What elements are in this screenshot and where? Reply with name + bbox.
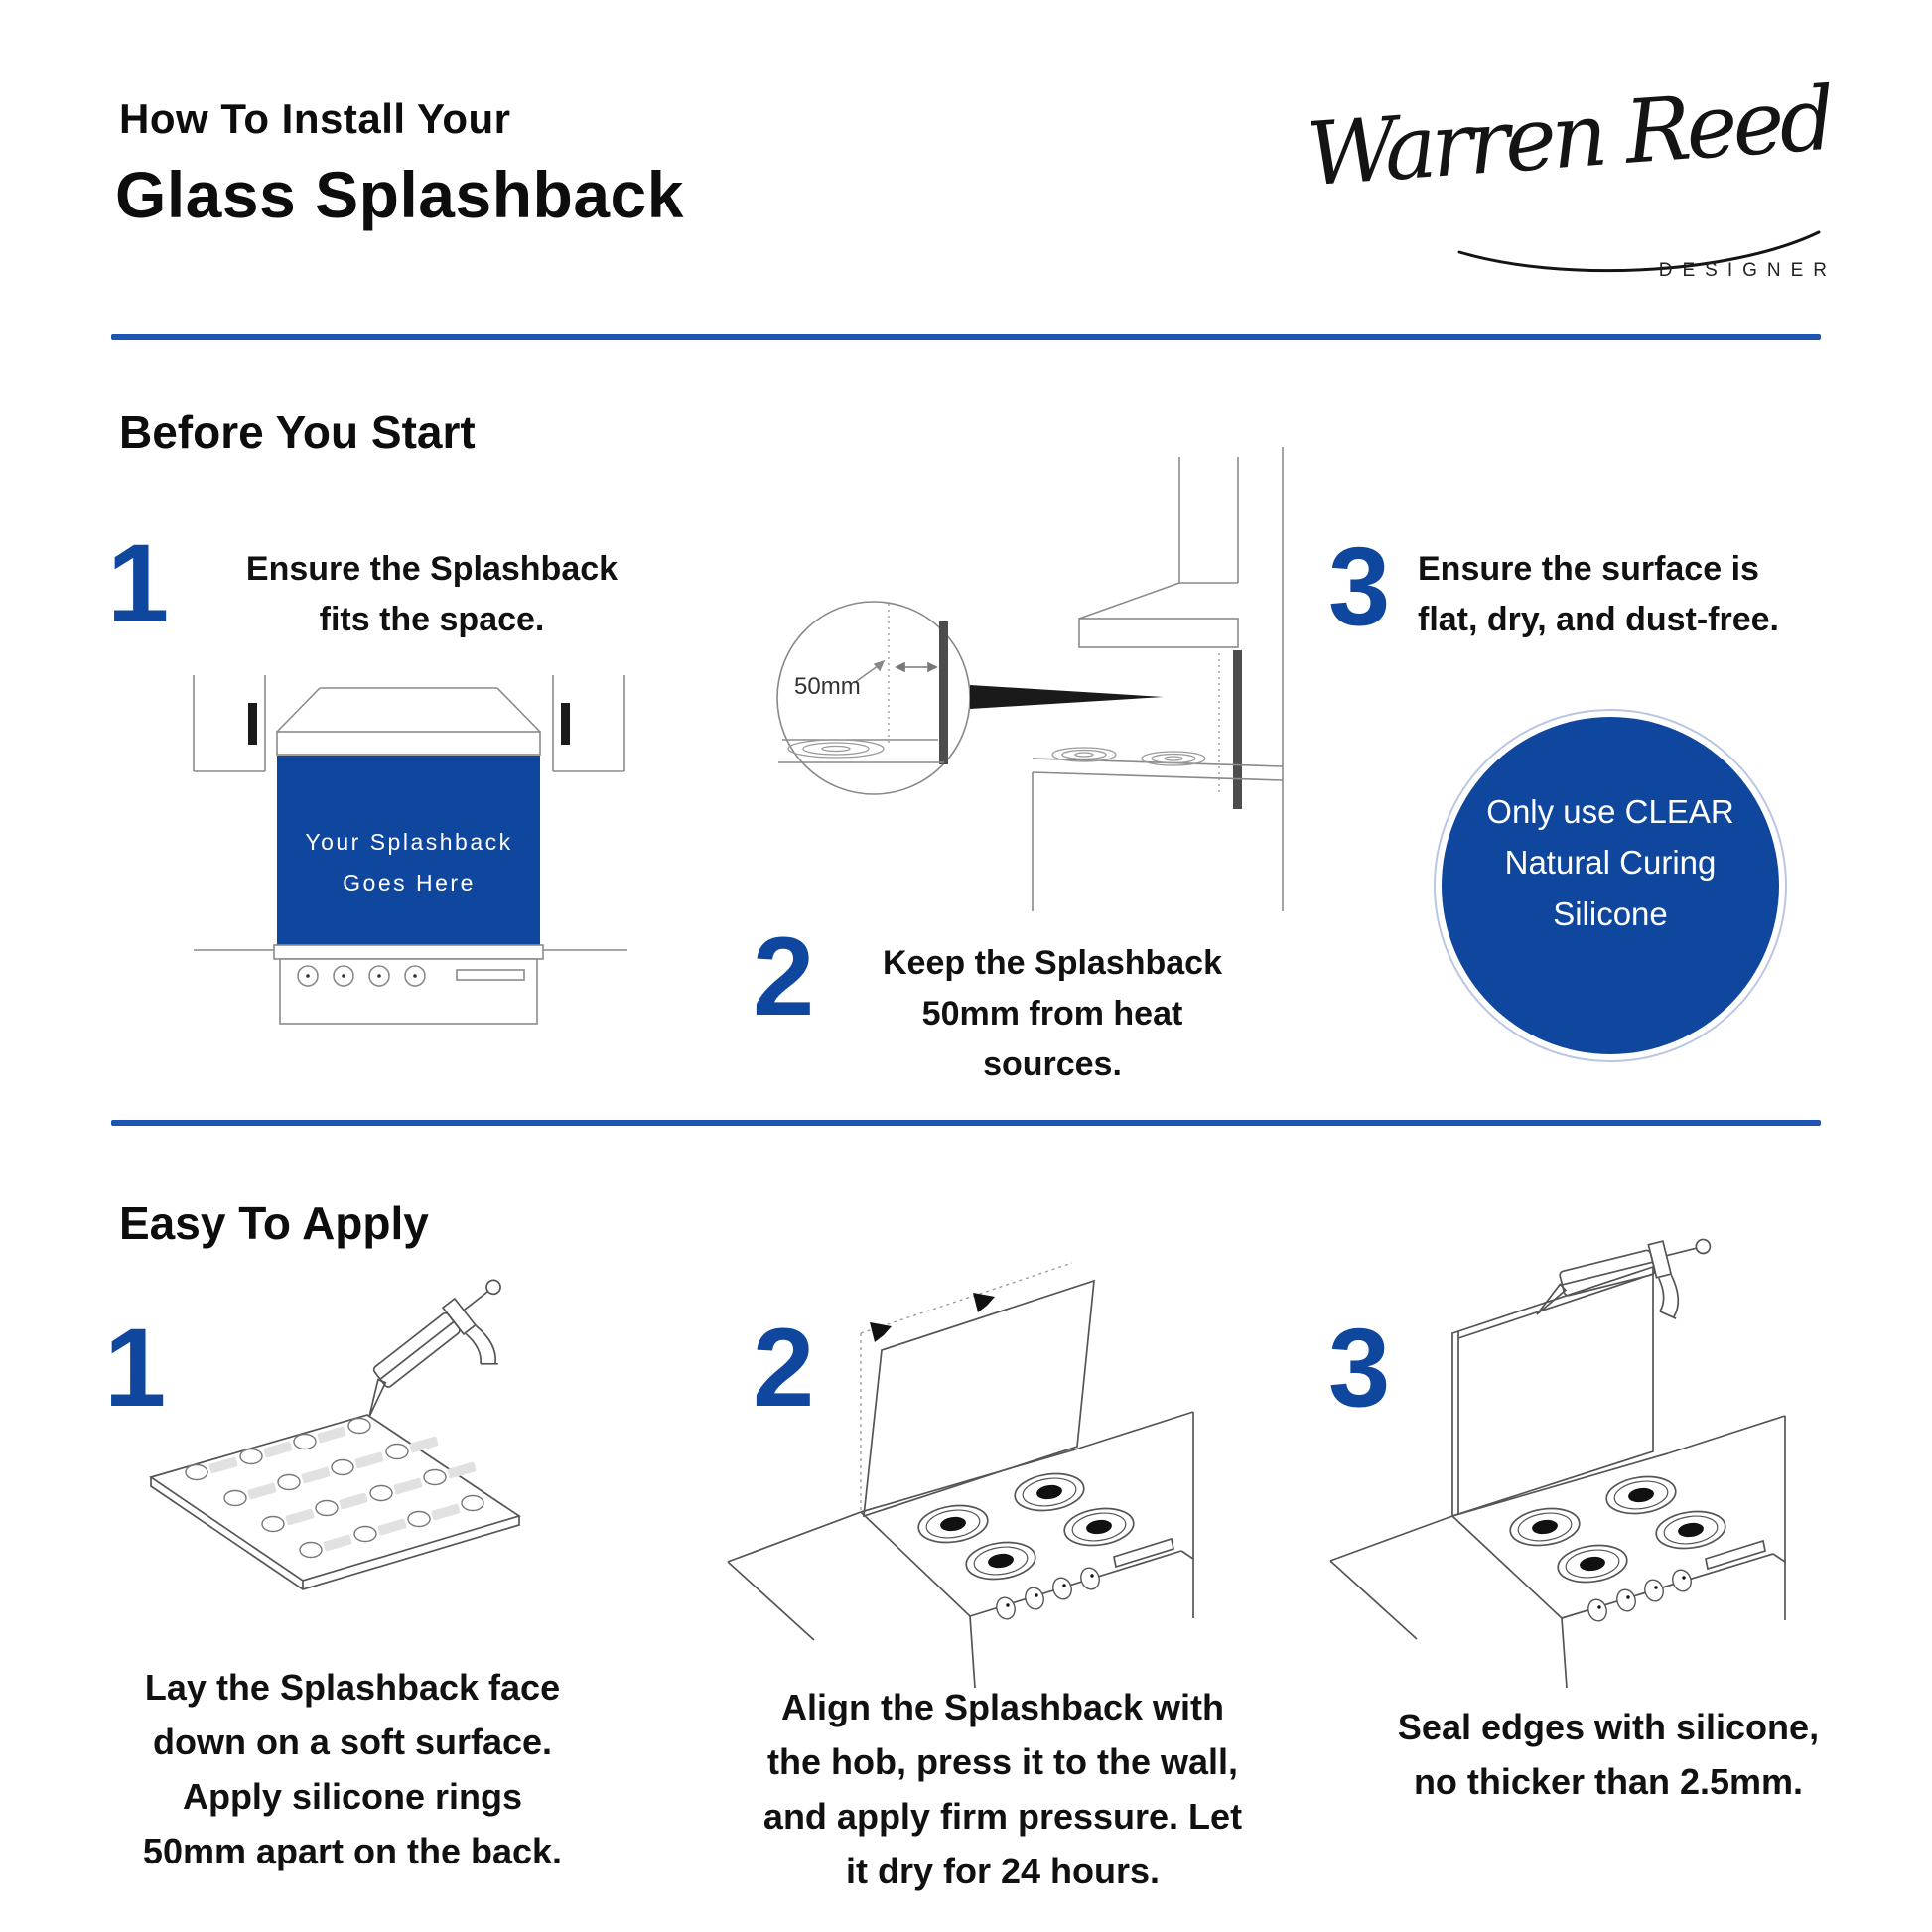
before-step3-text [1418, 544, 1904, 645]
splashback-panel-flat [151, 1415, 519, 1589]
page-title: Glass Splashback [115, 158, 684, 231]
note-line: Natural Curing [1504, 844, 1717, 882]
page-title-intro: How To Install Your [119, 95, 511, 142]
callout-wedge [970, 685, 1164, 709]
side-view-hood [1079, 457, 1238, 647]
cooker-hood [277, 688, 540, 755]
caption-line: Apply silicone rings [182, 1776, 523, 1818]
left-cabinet [194, 675, 265, 771]
brand-logo [1301, 67, 1837, 294]
cabinet-handle [248, 703, 257, 745]
apply-step1-caption [84, 1660, 621, 1878]
press-arrow-icon [973, 1293, 995, 1312]
step-text-line: 50mm from heat [921, 995, 1183, 1033]
header-divider [111, 334, 1821, 340]
caption-line: no thicker than 2.5mm. [1413, 1761, 1804, 1803]
diagram-apply-silicone-rings [84, 1276, 660, 1673]
apply-section-heading: Easy To Apply [119, 1197, 429, 1249]
step-text-line: sources. [983, 1045, 1122, 1083]
cabinet-handle [561, 703, 570, 745]
apply-step3-number: 3 [1328, 1306, 1391, 1430]
caption-line: Align the Splashback with [780, 1687, 1225, 1727]
label-line: Goes Here [343, 870, 476, 897]
caption-line: Lay the Splashback face [144, 1667, 561, 1708]
before-section-heading: Before You Start [119, 406, 476, 458]
section-divider [111, 1120, 1821, 1126]
splashback-area-label [277, 822, 541, 904]
note-line: Silicone [1553, 895, 1668, 932]
before-step1-text [223, 544, 640, 645]
caption-line: the hob, press it to the wall, [766, 1741, 1239, 1783]
diagram-seal-edges [1281, 1261, 1896, 1688]
caption-line: it dry for 24 hours. [845, 1851, 1161, 1892]
before-step2-text [854, 938, 1251, 1090]
caption-line: 50mm apart on the back. [142, 1831, 563, 1872]
note-line: Only use CLEAR [1486, 793, 1734, 831]
step-text-line: Ensure the surface is [1418, 550, 1759, 588]
press-arrow-icon [870, 1322, 892, 1342]
before-step1-number: 1 [107, 521, 170, 645]
side-view-hob [1033, 748, 1283, 911]
apply-step2-number: 2 [753, 1306, 815, 1430]
step-text-line: fits the space. [319, 601, 545, 638]
step-text-line: Keep the Splashback [882, 944, 1222, 982]
diagram-align-splashback [685, 1261, 1261, 1688]
splashback-edge-zoomed [939, 621, 948, 764]
measurement-label: 50mm [794, 673, 861, 700]
step-text-line: Ensure the Splashback [245, 550, 619, 588]
logo-script-text: Warren Reed [1304, 67, 1834, 207]
cooker-front [274, 945, 543, 1024]
splashback-edge [1233, 650, 1242, 809]
splashback-panel-upright [1452, 1267, 1653, 1516]
logo-subtitle: DESIGNER [1658, 260, 1837, 281]
caption-line: down on a soft surface. [152, 1722, 553, 1763]
before-step3-number: 3 [1328, 524, 1391, 648]
silicone-note-badge [1434, 709, 1787, 1062]
before-step2-number: 2 [753, 914, 815, 1038]
apply-step2-caption [685, 1680, 1320, 1898]
right-cabinet [553, 675, 624, 771]
label-line: Your Splashback [305, 829, 513, 855]
caption-line: and apply firm pressure. Let [762, 1796, 1243, 1838]
silicone-note-text [1442, 717, 1779, 1054]
apply-step1-number: 1 [104, 1306, 167, 1430]
apply-step3-caption [1320, 1700, 1896, 1809]
step-text-line: flat, dry, and dust-free. [1418, 601, 1779, 638]
caption-line: Seal edges with silicone, [1397, 1707, 1820, 1747]
